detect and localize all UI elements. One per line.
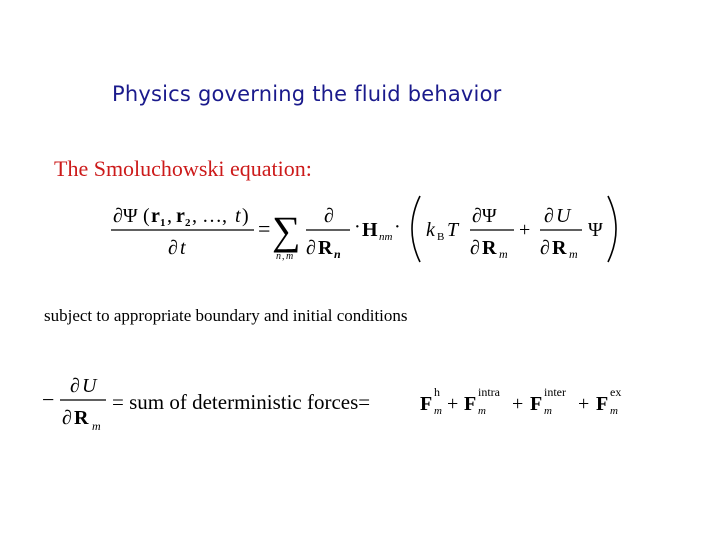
- svg-text:1: 1: [160, 217, 166, 229]
- svg-text:∂Ψ: ∂Ψ: [472, 205, 497, 227]
- svg-text:H: H: [362, 219, 378, 241]
- svg-text:∂Ψ: ∂Ψ: [113, 205, 138, 227]
- svg-text:F: F: [464, 393, 477, 415]
- svg-text:∂: ∂: [62, 407, 72, 429]
- svg-text:R: R: [482, 237, 497, 259]
- svg-text:ex: ex: [610, 385, 622, 399]
- svg-text:m: m: [286, 251, 294, 262]
- svg-text:m: m: [92, 419, 101, 433]
- svg-text:m: m: [478, 405, 486, 417]
- svg-text:h: h: [434, 385, 440, 399]
- svg-text:R: R: [318, 237, 333, 259]
- svg-text:(: (: [143, 205, 150, 227]
- svg-text:·: ·: [394, 216, 401, 238]
- svg-text:∂: ∂: [544, 205, 554, 227]
- svg-text:nm: nm: [379, 231, 393, 243]
- svg-text:F: F: [420, 393, 433, 415]
- svg-text:intra: intra: [478, 385, 500, 399]
- svg-text:B: B: [437, 231, 445, 243]
- svg-text:∂: ∂: [540, 237, 550, 259]
- equation-heading: The Smoluchowski equation:: [54, 156, 312, 181]
- svg-text:): ): [242, 205, 249, 227]
- svg-text:∂: ∂: [324, 205, 334, 227]
- svg-text:Ψ: Ψ: [588, 219, 603, 241]
- svg-text:n: n: [276, 251, 281, 262]
- svg-text:T: T: [447, 219, 459, 241]
- svg-text:r: r: [176, 205, 185, 227]
- svg-text:−: −: [42, 387, 55, 412]
- svg-text:m: m: [544, 405, 552, 417]
- svg-text:∂: ∂: [306, 237, 316, 259]
- svg-text:t: t: [180, 237, 186, 259]
- svg-text:∂: ∂: [470, 237, 480, 259]
- svg-text:m: m: [499, 247, 508, 261]
- svg-text:·: ·: [354, 216, 361, 238]
- svg-text:+: +: [578, 393, 590, 415]
- svg-text:∂: ∂: [70, 375, 80, 397]
- svg-text:+: +: [447, 393, 459, 415]
- svg-text:,: ,: [167, 205, 172, 227]
- svg-text:inter: inter: [544, 385, 566, 399]
- svg-text:m: m: [610, 405, 618, 417]
- svg-text:∑: ∑: [272, 208, 301, 253]
- svg-text:=: =: [258, 216, 271, 241]
- svg-text:R: R: [74, 407, 89, 429]
- slide-title: Physics governing the fluid behavior: [112, 82, 502, 106]
- svg-text:r: r: [151, 205, 160, 227]
- svg-text:2: 2: [185, 217, 191, 229]
- svg-text:+: +: [512, 393, 524, 415]
- svg-text:, …,: , …,: [192, 205, 227, 227]
- svg-text:∂: ∂: [168, 237, 178, 259]
- svg-text:F: F: [596, 393, 609, 415]
- svg-text:U: U: [556, 205, 571, 227]
- svg-text:,: ,: [282, 251, 285, 262]
- forces-text: = sum of deterministic forces=: [112, 390, 371, 414]
- svg-text:F: F: [530, 393, 543, 415]
- svg-text:t: t: [235, 205, 241, 227]
- svg-text:m: m: [569, 247, 578, 261]
- svg-text:n: n: [334, 247, 341, 261]
- svg-text:U: U: [82, 375, 97, 397]
- svg-text:m: m: [434, 405, 442, 417]
- svg-text:+: +: [519, 219, 531, 241]
- conditions-text: subject to appropriate boundary and initial conditions: [44, 306, 408, 325]
- svg-text:k: k: [426, 219, 435, 241]
- svg-text:R: R: [552, 237, 567, 259]
